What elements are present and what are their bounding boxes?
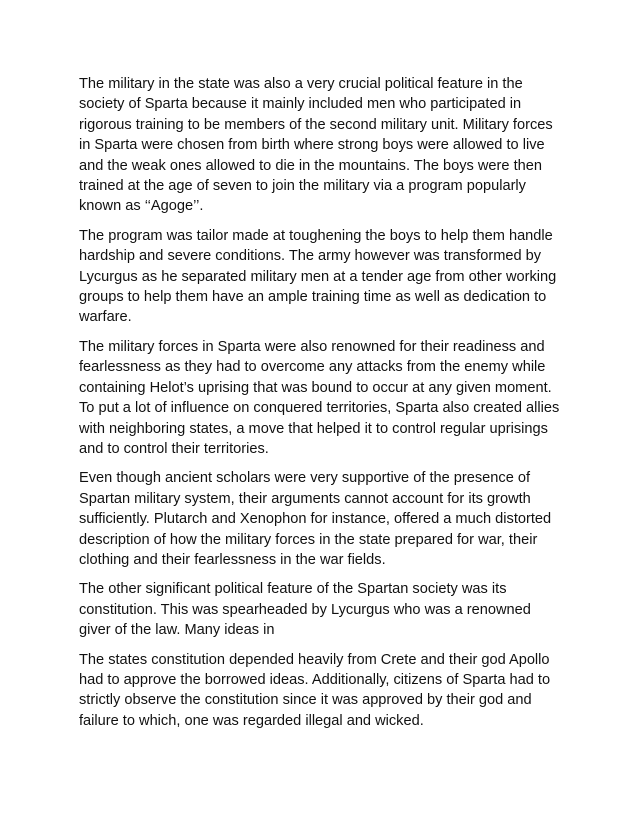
paragraph-constitution: The other significant political feature of the Spartan society was its constitution. This was spearheaded by Lycurgus who was a renowned giver of the law. Many ideas in xyxy=(79,581,531,639)
document-body xyxy=(79,74,565,740)
paragraph-military-readiness: The military forces in Sparta were also renowned for their readiness and fearlessness as they had to overcome any attacks from the enemy while containing Helot’s uprising that was bound to occur at any given moment. To put a lot of influence on conquered territories, Sparta also created allies with neighboring states, a move that helped it to control regular uprisings and to control their territories. xyxy=(79,338,560,457)
paragraph-ancient-scholars: Even though ancient scholars were very supportive of the presence of Spartan military system, their arguments cannot account for its growth sufficiently. Plutarch and Xenophon for instance, offered a much distorted description of how the military forces in the state prepared for war, their clothing and their fearlessness in the war fields. xyxy=(79,470,552,568)
paragraph-program-toughening: The program was tailor made at toughening the boys to help them handle hardship and severe conditions. The army however was transformed by Lycurgus as he separated military men at a tender age from other working groups to help them have an ample training time as well as dedication to warfare. xyxy=(79,227,557,326)
paragraph-military-overview: The military in the state was also a very crucial political feature in the society of Sparta because it mainly included men who participated in rigorous training to be members of the second military unit. Military forces in Sparta were chosen from birth where strong boys were allowed to live and the weak ones allowed to die in the mountains. The boys were then trained at the age of seven to join the military via a program popularly known as ‘‘Agoge’’. xyxy=(79,76,553,215)
paragraph-constitution-crete: The states constitution depended heavily from Crete and their god Apollo had to approve the borrowed ideas. Additionally, citizens of Sparta had to strictly observe the constitution since it was approved by their god and failure to which, one was regarded illegal and wicked. xyxy=(79,651,551,729)
